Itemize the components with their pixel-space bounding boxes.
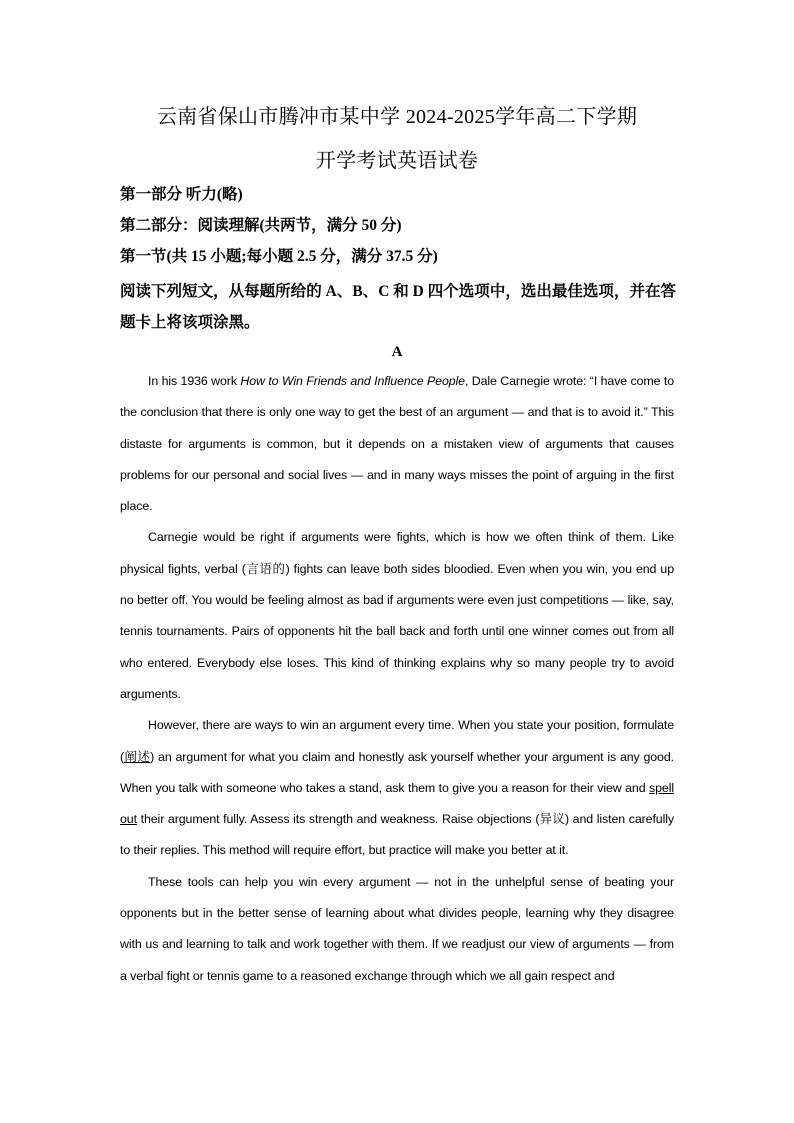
reading-instruction: 阅读下列短文，从每题所给的 A、B、C 和 D 四个选项中，选出最佳选项，并在答题卡上将该项涂黑。 — [120, 283, 676, 331]
underlined-phrase: spell out — [120, 780, 674, 827]
paragraph-1-intro: In his 1936 work — [148, 374, 241, 388]
paragraph-3 — [120, 710, 674, 866]
part-two-heading: 第二部分：阅读理解(共两节，满分 50 分) — [120, 217, 402, 234]
paragraph-4: These tools can help you win every argument — not in the unhelpful sense of beating your opponents but in the better sense of learning about what divides people, learning why they disagree with us and learning to talk and work together with them. If we readjust our view of arguments — from a verbal fight or tennis game to a reasoned exchange through which we all gain respect and — [120, 874, 674, 983]
paragraph-3-part-b: ) an argument for what you claim and honestly ask yourself whether your argument is any good. When you talk with someone who takes a stand, ask them to give you a reason for their view and — [120, 749, 674, 795]
passage-body — [120, 366, 674, 992]
paragraph-1 — [120, 366, 674, 522]
part-one-heading: 第一部分 听力(略) — [120, 186, 243, 203]
paragraph-3-part-c: their argument fully. Assess its strength and weakness. Raise objections (异议) and listen carefully to their replies. This method will require effort, but practice will make you better at it. — [120, 812, 674, 858]
paragraph-2: Carnegie would be right if arguments were fights, which is how we often think of them. Like physical fights, verbal (言语的) fights can leave both sides bloodied. Even when you win, you end up no better off. You would be feeling almost as bad if arguments were even just competitions — like, say, tennis tournaments. Pairs of opponents hit the ball back and forth until one winner comes out from all who entered. Everybody else loses. This kind of thinking explains why so many people try to avoid arguments. — [120, 530, 674, 701]
document-title-line-2: 开学考试英语试卷 — [315, 150, 479, 172]
paragraph-3-part-a: However, there are ways to win an argument every time. When you state your position, formulate ( — [120, 718, 674, 764]
paragraph-1-rest: , Dale Carnegie wrote: “I have come to the conclusion that there is only one way to get the best of an argument — and that is to avoid it.” This distaste for arguments is common, but it depends on a mistaken view of arguments that causes problems for our personal and social lives — and in many ways misses the point of arguing in the first place. — [120, 374, 675, 514]
underlined-gloss: 阐述 — [124, 749, 151, 764]
book-title: How to Win Friends and Influence People — [240, 374, 465, 388]
section-one-heading: 第一节(共 15 小题;每小题 2.5 分，满分 37.5 分) — [120, 248, 438, 265]
passage-label: A — [391, 344, 403, 360]
document-title-line-1: 云南省保山市腾冲市某中学 2024-2025学年高二下学期 — [156, 106, 638, 128]
